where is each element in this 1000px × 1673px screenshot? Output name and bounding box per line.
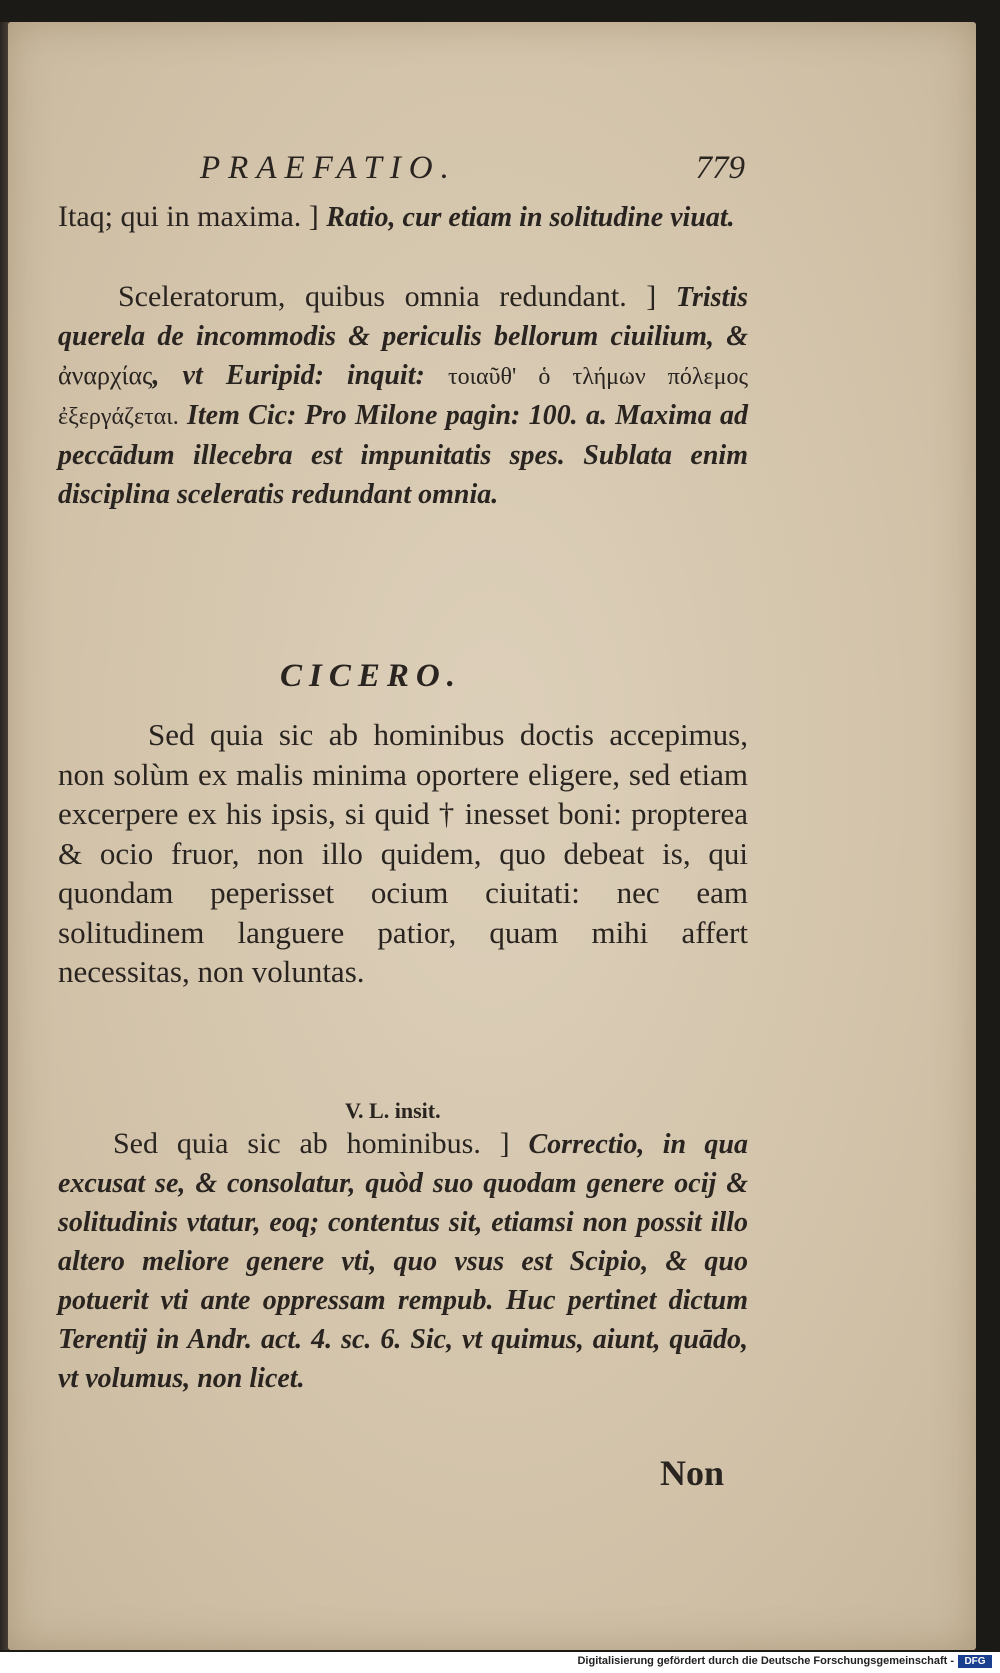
note-text-c: Item Cic: Pro Milone pagin: 100. a. Maxima ad peccādum illecebra est impunitatis spes. Sublata enim disciplina sceleratis redundant omnia. <box>58 400 748 510</box>
lemma: Sceleratorum, quibus omnia redundant. ] <box>118 280 676 313</box>
greek-quote: τοιαῦθ' ὁ τλήμων πόλεμος ἐξεργάζεται. <box>58 364 748 430</box>
variant-reading: V. L. insit. <box>345 1098 441 1123</box>
lemma: Sed quia sic ab hominibus. ] <box>113 1127 529 1160</box>
commentary <box>58 1125 748 1398</box>
note-text: Correctio, in qua excusat se, & consolatur, quòd suo quodam genere ocij & solitudinis vtatur, eoq; contentus sit, etiamsi non possit illo altero meliore genere vti, quo vsus est Scipio, & quo potuerit vti ante oppressam rempub. Huc pertinet dictum Terentij in Andr. act. 4. sc. 6. Sic, vt quimus, aiunt, quādo, vt volumus, non licet. <box>58 1129 748 1394</box>
lemma: Itaq; qui in maxima. ] <box>58 200 327 233</box>
note-text-b: , vt Euripid: inquit: <box>152 360 448 391</box>
catchword: Non <box>660 1453 725 1493</box>
page-number: 779 <box>695 150 745 186</box>
paragraph-sceleratorum <box>58 278 748 514</box>
dfg-logo: DFG <box>958 1655 992 1668</box>
running-head <box>200 150 745 200</box>
footer-credit: Digitalisierung gefördert durch die Deutsche Forschungsgemeinschaft - <box>577 1655 954 1667</box>
section-heading: CICERO. <box>280 658 462 694</box>
paragraph-itaque <box>58 198 748 237</box>
note-text: Ratio, cur etiam in solitudine viuat. <box>326 202 735 233</box>
running-head-title: PRAEFATIO. <box>200 150 457 186</box>
cicero-text: Sed quia sic ab hominibus doctis accepimus, non solùm ex malis minima oportere eligere, sed etiam excerpere ex his ipsis, si quid † inesset boni: propterea & ocio fruor, non illo quidem, quo debeat is, qui quondam peperisset ocium ciuitati: nec eam solitudinem languere patior, quam mihi affert necessitas, non voluntas. <box>58 717 748 989</box>
note-text-a: Tristis querela de incommodis & periculis bellorum ciuilium, & <box>58 282 748 352</box>
greek-word: ἀναρχίας <box>58 361 153 390</box>
